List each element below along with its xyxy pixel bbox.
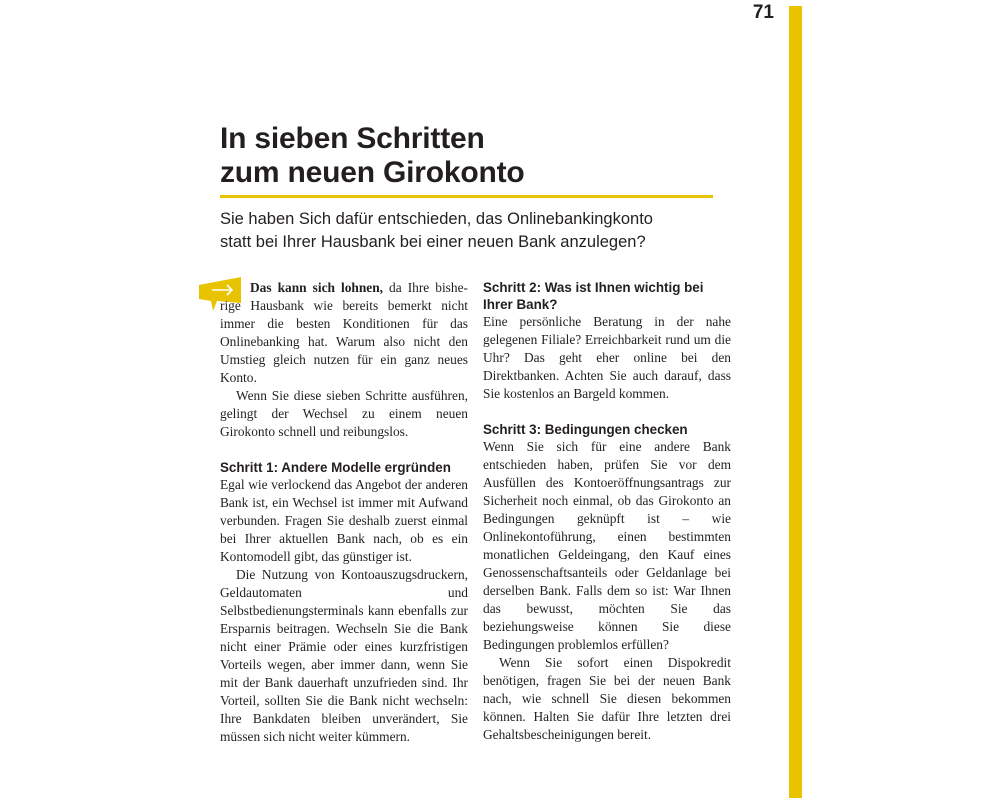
subtitle-line-2: statt bei Ihrer Hausbank bei einer neuen Bank anzulegen? [220,233,646,251]
intro-paragraph-2: Wenn Sie diese sieben Schritte ausführen, gelingt der Wechsel zu einem neuen Girokonto schnell und reibungslos. [220,388,468,439]
subtitle [220,208,720,254]
title-line-2: zum neuen Girokonto [220,156,525,189]
step1-heading: Schritt 1: Andere Modelle ergründen [220,460,451,475]
page-number: 71 [752,2,774,23]
title-line-1: In sieben Schritten [220,122,485,155]
intro-paragraph [220,279,468,387]
step3-paragraph-2: Wenn Sie sofort einen Dispokredit benötigen, fragen Sie bei der neuen Bank nach, wie schnell Sie diesen bekommen können. Halten Sie dafür Ihre letzten drei Gehaltsbescheinigungen bereit. [483,655,731,742]
step3-paragraph-1: Wenn Sie sich für eine andere Bank entschieden haben, prüfen Sie vor dem Ausfüllen des Kontoeröffnungsantrags zur Sicherheit noch einmal, ob das Girokonto an Bedingungen geknüpft ist – wie Onlinekontoführung, einen bestimmten monatlichen Geldeingang, den Kauf eines Genossenschaftsanteils oder Geldanlage bei derselben Bank. Falls dem so ist: War Ihnen das bewusst, möchten Sie das beziehungsweise können Sie diese Bedingungen problemlos erfüllen? [483,439,731,652]
intro-lead: Das kann sich lohnen, [250,280,384,295]
subtitle-line-1: Sie haben Sich dafür entschieden, das Onlinebankingkonto [220,210,653,228]
step3-heading: Schritt 3: Bedingungen checken [483,422,688,437]
column-right [483,279,731,744]
yellow-margin-bar [789,6,802,798]
page-title [220,122,525,190]
intro-rest: rige Hausbank wie bereits bemerkt nicht immer die besten Konditionen für das Onlinebanking hat. Warum also nicht den Umstieg gleich nutzen für ein ganz neues Konto. [220,298,468,385]
intro-line1: da Ihre bishe- [389,280,468,295]
step2-heading: Schritt 2: Was ist Ihnen wichtig bei Ihrer Bank? [483,280,704,312]
step1-paragraph-2: Die Nutzung von Kontoauszugsdruckern, Geldautomaten und Selbstbedienungsterminals kann ebenfalls zur Ersparnis beitragen. Wechseln Sie die Bank nicht einer Prämie oder eines kurzfristigen Vorteils wegen, aber immer dann, wenn Sie mit der Bank dauerhaft unzufrieden sind. Ihr Vorteil, sollten Sie die Bank nicht wechseln: Ihre Bankdaten bleiben unverändert, Sie müssen sich nicht weiter kümmern. [220,567,468,744]
column-left [220,279,468,746]
title-underline [220,195,713,198]
step2-paragraph-1: Eine persönliche Beratung in der nahe gelegenen Filiale? Erreichbarkeit rund um die Uhr? Das geht eher online bei den Direktbanken. Achten Sie auch darauf, dass Sie kostenlos an Bargeld kommen. [483,314,731,401]
step1-paragraph-1: Egal wie verlockend das Angebot der anderen Bank ist, ein Wechsel ist immer mit Aufwand verbunden. Fragen Sie deshalb zuerst einmal bei Ihrer aktuellen Bank nach, ob es ein Kontomodell gibt, das günstiger ist. [220,477,468,564]
